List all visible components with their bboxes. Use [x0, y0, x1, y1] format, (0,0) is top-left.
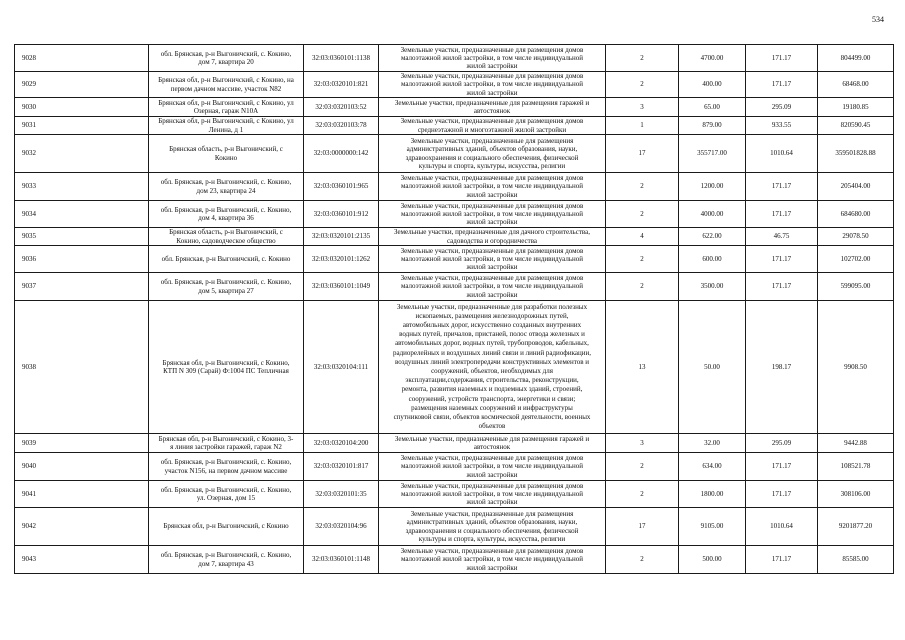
- table-row: [15, 45, 894, 72]
- value-cell: 599095.00: [818, 273, 894, 301]
- table-row: [15, 72, 894, 98]
- rate-cell: 171.17: [746, 201, 818, 228]
- row-number-cell: 9028: [15, 45, 149, 72]
- table-row: [15, 228, 894, 246]
- group-code-cell: 2: [606, 481, 679, 508]
- rate-cell: 295.09: [746, 98, 818, 117]
- address-cell: обл. Брянская, р-н Выгоничский, с. Кокино, дом 7, квартира 43: [149, 546, 304, 574]
- row-number-cell: 9040: [15, 453, 149, 481]
- value-cell: 85585.00: [818, 546, 894, 574]
- group-code-cell: 17: [606, 508, 679, 546]
- cadastral-number-cell: 32:03:0000000:142: [304, 135, 379, 173]
- rate-cell: 1010.64: [746, 508, 818, 546]
- page-number: 534: [872, 15, 884, 24]
- land-use-cell: Земельные участки, предназначенные для размещения домов малоэтажной жилой застройки, в том числе индивидуальной жилой застройки: [379, 173, 606, 201]
- cadastral-number-cell: 32:03:0320101:35: [304, 481, 379, 508]
- row-number-cell: 9041: [15, 481, 149, 508]
- row-number-cell: 9038: [15, 301, 149, 434]
- group-code-cell: 1: [606, 117, 679, 135]
- table-row: [15, 273, 894, 301]
- group-code-cell: 2: [606, 246, 679, 273]
- cadastral-number-cell: 32:03:0360101:1148: [304, 546, 379, 574]
- rate-cell: 1010.64: [746, 135, 818, 173]
- table-row: [15, 546, 894, 574]
- value-cell: 684680.00: [818, 201, 894, 228]
- address-cell: обл. Брянская, р-н Выгоничский, с. Кокино, ул. Озерная, дом 15: [149, 481, 304, 508]
- area-cell: 622.00: [679, 228, 746, 246]
- table-row: [15, 173, 894, 201]
- land-plots-table: [14, 44, 894, 574]
- cadastral-number-cell: 32:03:0320104:111: [304, 301, 379, 434]
- rate-cell: 295.09: [746, 434, 818, 453]
- rate-cell: 171.17: [746, 481, 818, 508]
- land-use-cell: Земельные участки, предназначенные для размещения административных зданий, объектов образования, науки, здравоохранения и социального обеспечения, физической культуры и спорта, культуры, искусства, религии: [379, 508, 606, 546]
- address-cell: обл. Брянская, р-н Выгоничский, с. Кокино, дом 4, квартира 36: [149, 201, 304, 228]
- value-cell: 29078.50: [818, 228, 894, 246]
- row-number-cell: 9042: [15, 508, 149, 546]
- land-use-cell: Земельные участки, предназначенные для размещения домов малоэтажной жилой застройки, в том числе индивидуальной жилой застройки: [379, 45, 606, 72]
- rate-cell: 171.17: [746, 546, 818, 574]
- value-cell: 102702.00: [818, 246, 894, 273]
- address-cell: обл. Брянская, р-н Выгоничский, с. Кокино, дом 5, квартира 27: [149, 273, 304, 301]
- land-use-cell: Земельные участки, предназначенные для размещения домов малоэтажной жилой застройки, в том числе индивидуальной жилой застройки: [379, 546, 606, 574]
- group-code-cell: 2: [606, 273, 679, 301]
- cadastral-number-cell: 32:03:0360101:965: [304, 173, 379, 201]
- area-cell: 1800.00: [679, 481, 746, 508]
- address-cell: обл. Брянская, р-н Выгоничский, с. Кокино: [149, 246, 304, 273]
- value-cell: 9908.50: [818, 301, 894, 434]
- land-use-cell: Земельные участки, предназначенные для размещения домов малоэтажной жилой застройки, в том числе индивидуальной жилой застройки: [379, 201, 606, 228]
- table-row: [15, 434, 894, 453]
- address-cell: Брянская обл, р-н Выгоничский, с Кокино, ул Озерная, гараж N10А: [149, 98, 304, 117]
- cadastral-number-cell: 32:03:0320104:96: [304, 508, 379, 546]
- group-code-cell: 3: [606, 434, 679, 453]
- area-cell: 9105.00: [679, 508, 746, 546]
- table-row: [15, 301, 894, 434]
- value-cell: 359501828.88: [818, 135, 894, 173]
- table-row: [15, 117, 894, 135]
- row-number-cell: 9039: [15, 434, 149, 453]
- cadastral-number-cell: 32:03:0360101:1138: [304, 45, 379, 72]
- land-use-cell: Земельные участки, предназначенные для размещения домов малоэтажной жилой застройки, в том числе индивидуальной жилой застройки: [379, 72, 606, 98]
- group-code-cell: 2: [606, 201, 679, 228]
- group-code-cell: 13: [606, 301, 679, 434]
- area-cell: 355717.00: [679, 135, 746, 173]
- value-cell: 68468.00: [818, 72, 894, 98]
- address-cell: обл. Брянская, р-н Выгоничский, с. Кокино, дом 7, квартира 20: [149, 45, 304, 72]
- cadastral-number-cell: 32:03:0320103:52: [304, 98, 379, 117]
- table-row: [15, 246, 894, 273]
- land-use-cell: Земельные участки, предназначенные для размещения домов малоэтажной жилой застройки, в том числе индивидуальной жилой застройки: [379, 246, 606, 273]
- group-code-cell: 3: [606, 98, 679, 117]
- area-cell: 400.00: [679, 72, 746, 98]
- rate-cell: 171.17: [746, 173, 818, 201]
- row-number-cell: 9034: [15, 201, 149, 228]
- value-cell: 9201877.20: [818, 508, 894, 546]
- value-cell: 19180.85: [818, 98, 894, 117]
- address-cell: Брянская область, р-н Выгоничский, с Кокино, садоводческое общество: [149, 228, 304, 246]
- address-cell: Брянская обл, р-н Выгоничский, с Кокино, 3- я линия застройки гаражей, гараж N2: [149, 434, 304, 453]
- address-cell: Брянская обл, р-н Выгоничский, с Кокино, КТП N 309 (Сарай) Ф:1004 ПС Тепличная: [149, 301, 304, 434]
- area-cell: 4700.00: [679, 45, 746, 72]
- rate-cell: 171.17: [746, 72, 818, 98]
- cadastral-number-cell: 32:03:0320101:817: [304, 453, 379, 481]
- row-number-cell: 9029: [15, 72, 149, 98]
- group-code-cell: 2: [606, 546, 679, 574]
- table-body: [15, 45, 894, 574]
- rate-cell: 171.17: [746, 453, 818, 481]
- row-number-cell: 9037: [15, 273, 149, 301]
- row-number-cell: 9035: [15, 228, 149, 246]
- land-use-cell: Земельные участки, предназначенные для размещения домов малоэтажной жилой застройки, в том числе индивидуальной жилой застройки: [379, 273, 606, 301]
- value-cell: 205404.00: [818, 173, 894, 201]
- cadastral-number-cell: 32:03:0320104:200: [304, 434, 379, 453]
- value-cell: 820590.45: [818, 117, 894, 135]
- cadastral-number-cell: 32:03:0360101:912: [304, 201, 379, 228]
- row-number-cell: 9032: [15, 135, 149, 173]
- table-row: [15, 135, 894, 173]
- area-cell: 32.00: [679, 434, 746, 453]
- rate-cell: 171.17: [746, 273, 818, 301]
- land-use-cell: Земельные участки, предназначенные для размещения домов среднеэтажной и многоэтажной жилой застройки: [379, 117, 606, 135]
- land-use-cell: Земельные участки, предназначенные для размещения домов малоэтажной жилой застройки, в том числе индивидуальной жилой застройки: [379, 453, 606, 481]
- rate-cell: 933.55: [746, 117, 818, 135]
- address-cell: Брянская обл, р-н Выгоничский, с Кокино: [149, 508, 304, 546]
- row-number-cell: 9036: [15, 246, 149, 273]
- address-cell: Брянская обл, р-н Выгоничский, с Кокино, ул Ленина, д 1: [149, 117, 304, 135]
- cadastral-number-cell: 32:03:0320101:821: [304, 72, 379, 98]
- land-use-cell: Земельные участки, предназначенные для дачного строительства, садоводства и огородничества: [379, 228, 606, 246]
- land-use-cell: Земельные участки, предназначенные для размещения гаражей и автостоянок: [379, 98, 606, 117]
- table-row: [15, 201, 894, 228]
- area-cell: 634.00: [679, 453, 746, 481]
- area-cell: 4000.00: [679, 201, 746, 228]
- land-use-cell: Земельные участки, предназначенные для размещения административных зданий, объектов образования, науки, здравоохранения и социального обеспечения, физической культуры и спорта, культуры, искусства, религии: [379, 135, 606, 173]
- area-cell: 3500.00: [679, 273, 746, 301]
- cadastral-number-cell: 32:03:0320101:2135: [304, 228, 379, 246]
- land-use-cell: Земельные участки, предназначенные для разработки полезных ископаемых, размещения железнодорожных путей, автомобильных дорог, искусственно созданных внутренних водных путей, причалов, пристаней, полос отвода железных и автомобильных дорог, водных путей, трубопроводов, кабельных, радиорелейных и воздушных линий связи и линий радиофикации, воздушных линий электропередачи конструктивных элементов и сооружений, объектов, необходимых для эксплуатации,содержания, строительства, реконструкции, ремонта, развития наземных и подземных зданий, строений, сооружений, устройств транспорта, энергетики и связи; размещения наземных сооружений и инфраструктуры спутниковой связи, объектов космической деятельности, военных объектов: [379, 301, 606, 434]
- group-code-cell: 17: [606, 135, 679, 173]
- address-cell: Брянская область, р-н Выгоничский, с Кокино: [149, 135, 304, 173]
- value-cell: 308106.00: [818, 481, 894, 508]
- row-number-cell: 9031: [15, 117, 149, 135]
- group-code-cell: 4: [606, 228, 679, 246]
- row-number-cell: 9043: [15, 546, 149, 574]
- table-row: [15, 98, 894, 117]
- area-cell: 65.00: [679, 98, 746, 117]
- table-row: [15, 481, 894, 508]
- value-cell: 804499.00: [818, 45, 894, 72]
- table-row: [15, 453, 894, 481]
- value-cell: 9442.88: [818, 434, 894, 453]
- area-cell: 50.00: [679, 301, 746, 434]
- address-cell: Брянская обл, р-н Выгоничский, с Кокино, на первом дачном массиве, участок N82: [149, 72, 304, 98]
- area-cell: 1200.00: [679, 173, 746, 201]
- area-cell: 500.00: [679, 546, 746, 574]
- area-cell: 600.00: [679, 246, 746, 273]
- group-code-cell: 2: [606, 173, 679, 201]
- group-code-cell: 2: [606, 72, 679, 98]
- row-number-cell: 9033: [15, 173, 149, 201]
- rate-cell: 171.17: [746, 45, 818, 72]
- cadastral-number-cell: 32:03:0360101:1049: [304, 273, 379, 301]
- group-code-cell: 2: [606, 453, 679, 481]
- land-use-cell: Земельные участки, предназначенные для размещения гаражей и автостоянок: [379, 434, 606, 453]
- table-row: [15, 508, 894, 546]
- rate-cell: 46.75: [746, 228, 818, 246]
- rate-cell: 171.17: [746, 246, 818, 273]
- address-cell: обл. Брянская, р-н Выгоничский, с. Кокино, дом 23, квартира 24: [149, 173, 304, 201]
- value-cell: 108521.78: [818, 453, 894, 481]
- rate-cell: 198.17: [746, 301, 818, 434]
- group-code-cell: 2: [606, 45, 679, 72]
- address-cell: обл. Брянская, р-н Выгоничский, с. Кокино, участок N156, на первом дачном массиве: [149, 453, 304, 481]
- area-cell: 879.00: [679, 117, 746, 135]
- land-use-cell: Земельные участки, предназначенные для размещения домов малоэтажной жилой застройки, в том числе индивидуальной жилой застройки: [379, 481, 606, 508]
- row-number-cell: 9030: [15, 98, 149, 117]
- cadastral-number-cell: 32:03:0320103:78: [304, 117, 379, 135]
- cadastral-number-cell: 32:03:0320101:1262: [304, 246, 379, 273]
